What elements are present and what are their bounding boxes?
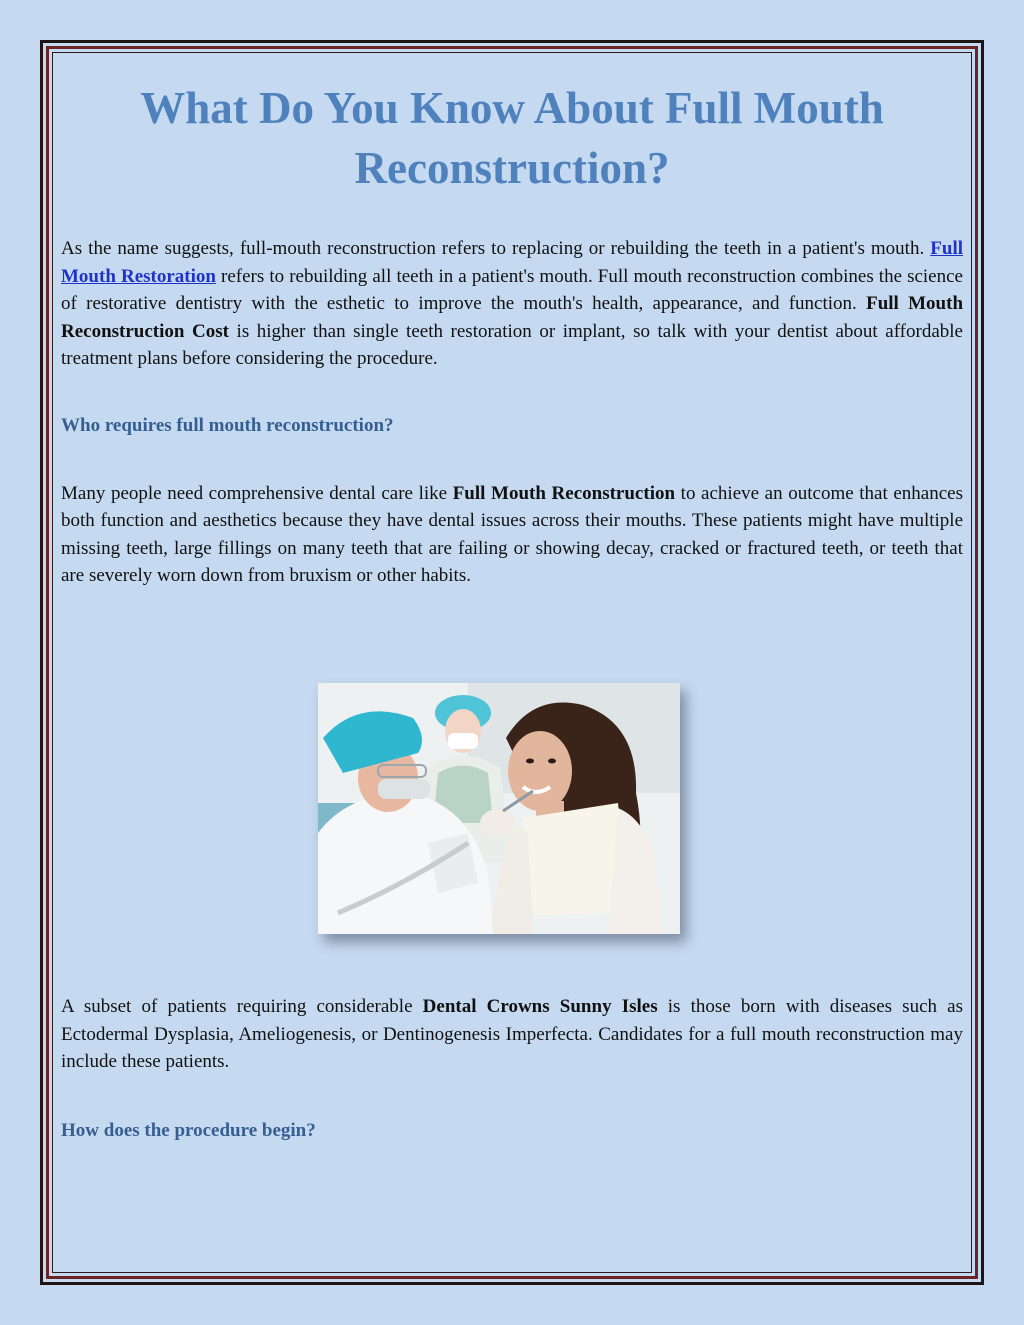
dentist-mask [378,779,430,799]
crowns-paragraph [61,993,963,1076]
full-mouth-restoration-link[interactable]: Full Mouth Restoration [61,238,963,287]
dentist-patient-photo [318,683,680,934]
title-line-1: What Do You Know About Full Mouth [140,83,884,133]
intro-text-2: refers to rebuilding all teeth in a patient's mouth. Full mouth reconstruction combines the science of restorative dentistry with the esthetic to improve the mouth's health, appearance, and function. [61,265,963,314]
crowns-text-2: is those born with diseases such as Ectodermal Dysplasia, Ameliogenesis, or Dentinogenesis Imperfecta. Candidates for a full mouth reconstruction may include these patients. [61,996,963,1072]
patient-face [508,731,572,811]
dentist-patient-illustration [318,683,680,934]
who-text-1: Many people need comprehensive dental care like [61,482,453,504]
title-line-2: Reconstruction? [354,143,670,193]
crowns-text-1: A subset of patients requiring considerable [61,996,423,1017]
who-text-2: to achieve an outcome that enhances both function and aesthetics because they have dental issues across their mouths. These patients might have multiple missing teeth, large fillings on many teeth that are failing or showing decay, cracked or fractured teeth, or teeth that are severely worn down from bruxism or other habits. [61,482,964,586]
who-paragraph [61,480,963,590]
page-title [61,78,963,198]
gloved-hand [480,809,516,837]
intro-text-3: is higher than single teeth restoration or implant, so talk with your dentist about affordable treatment plans before considering the procedure. [61,320,963,369]
section-heading-procedure: How does the procedure begin? [61,1120,316,1141]
intro-bold-cost: Full Mouth Reconstruction Cost [61,293,964,342]
article-body [61,78,963,590]
section-heading-who: Who requires full mouth reconstruction? [61,414,394,436]
who-bold-reconstruction: Full Mouth Reconstruction [452,482,676,504]
crowns-bold-sunny-isles: Dental Crowns Sunny Isles [422,996,658,1017]
intro-text-1: As the name suggests, full-mouth reconstruction refers to replacing or rebuilding the teeth in a patient's mouth. [61,238,931,259]
intro-paragraph [61,235,963,373]
